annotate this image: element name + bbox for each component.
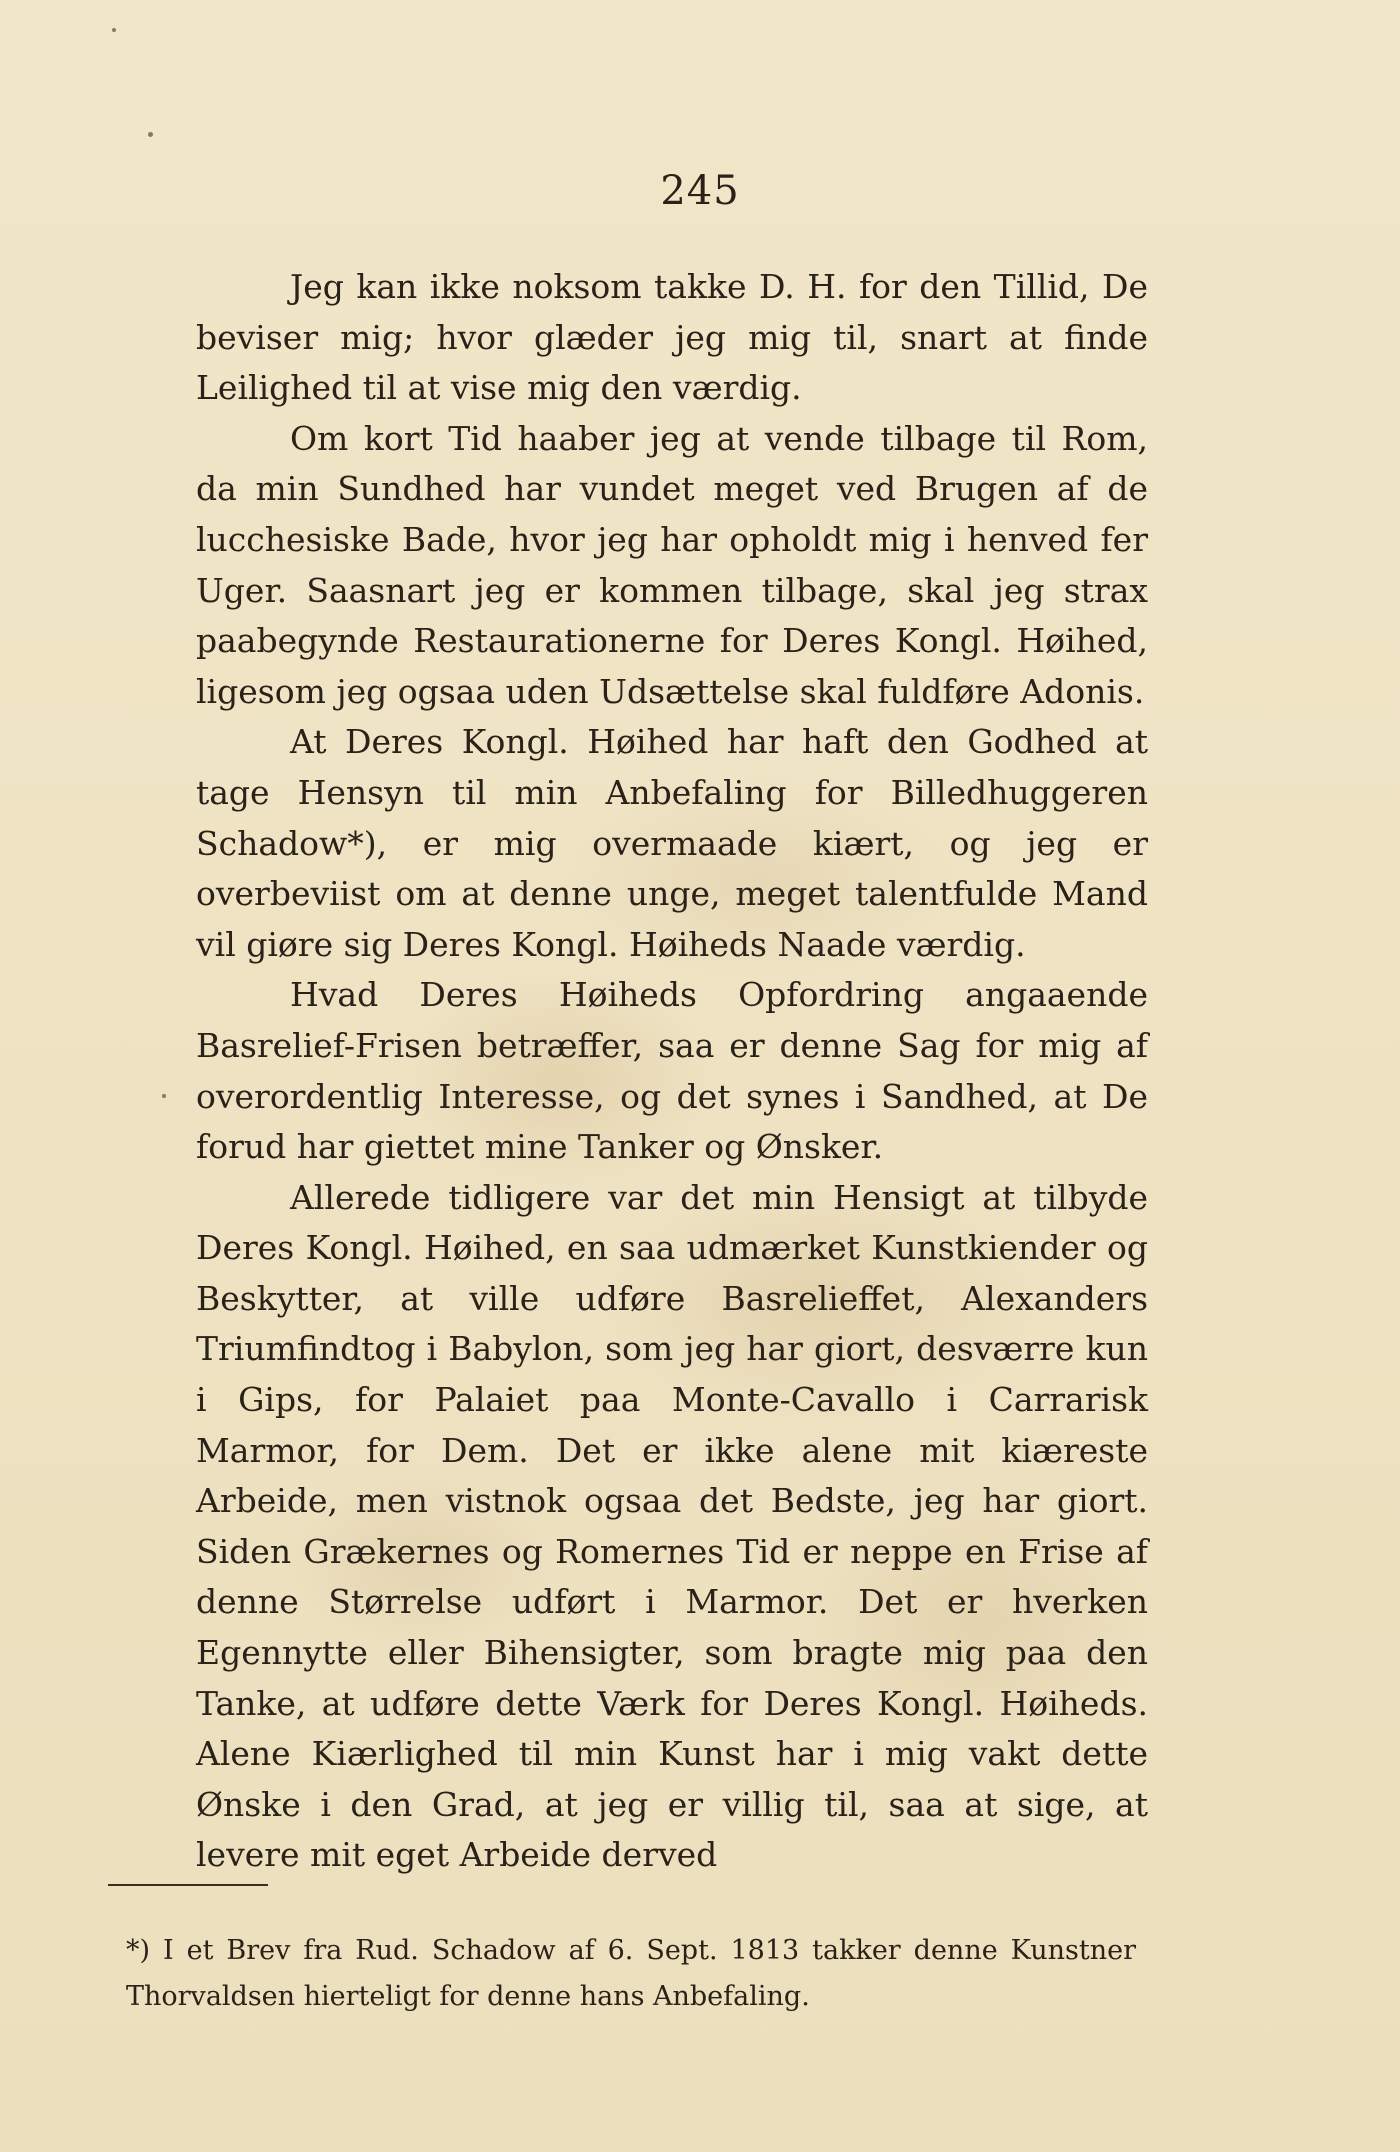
page-number: 245 <box>660 168 740 214</box>
paragraph: Allerede tidligere var det min Hensigt at tilbyde Deres Kongl. Høihed, en saa udmærket Kunstkiender og Beskytter, at ville udføre Basrelieffet, Alexanders Triumfindtog i Babylon, som jeg har giort, desværre kun i Gips, for Palaiet paa Monte-Cavallo i Carrarisk Marmor, for Dem. Det er ikke alene mit kiæreste Arbeide, men vistnok ogsaa det Bedste, jeg har giort. Siden Grækernes og Romernes Tid er neppe en Frise af denne Størrelse udført i Marmor. Det er hverken Egennytte eller Bihensigter, som bragte mig paa den Tanke, at udføre dette Værk for Deres Kongl. Høiheds. Alene Kiærlighed til min Kunst har i mig vakt dette Ønske i den Grad, at jeg er villig til, saa at sige, at levere mit eget Arbeide derved <box>196 1177 1148 1875</box>
paragraph: Om kort Tid haaber jeg at vende tilbage til Rom, da min Sundhed har vundet meget ved Brugen af de lucchesiske Bade, hvor jeg har opholdt mig i henved fer Uger. Saasnart jeg er kommen tilbage, skal jeg strax paabegynde Restaurationerne for Deres Kongl. Høihed, ligesom jeg ogsaa uden Udsættelse skal fuldføre Adonis. <box>196 418 1148 711</box>
paragraph: At Deres Kongl. Høihed har haft den Godhed at tage Hensyn til min Anbefaling for Billedhuggeren Schadow*), er mig overmaade kiært, og jeg er overbeviist om at denne unge, meget talentfulde Mand vil giøre sig Deres Kongl. Høiheds Naade værdig. <box>196 722 1148 964</box>
footnote-divider <box>108 1884 268 1886</box>
paragraph: Hvad Deres Høiheds Opfordring angaaende Basrelief-Frisen betræffer, saa er denne Sag for mig af overordentlig Interesse, og det synes i Sandhed, at De forud har giettet mine Tanker og Ønsker. <box>196 975 1148 1167</box>
body-text <box>196 262 1148 1881</box>
paper-speck <box>148 132 153 137</box>
paper-speck <box>162 1094 166 1098</box>
footnote: *) I et Brev fra Rud. Schadow af 6. Sept. 1813 takker denne Kunstner Thorvaldsen hierteligt for denne hans Anbefaling. <box>126 1935 1136 2012</box>
paper-speck <box>112 28 116 32</box>
paragraph: Jeg kan ikke noksom takke D. H. for den Tillid, De beviser mig; hvor glæder jeg mig til, snart at finde Leilighed til at vise mig den værdig. <box>196 267 1148 408</box>
